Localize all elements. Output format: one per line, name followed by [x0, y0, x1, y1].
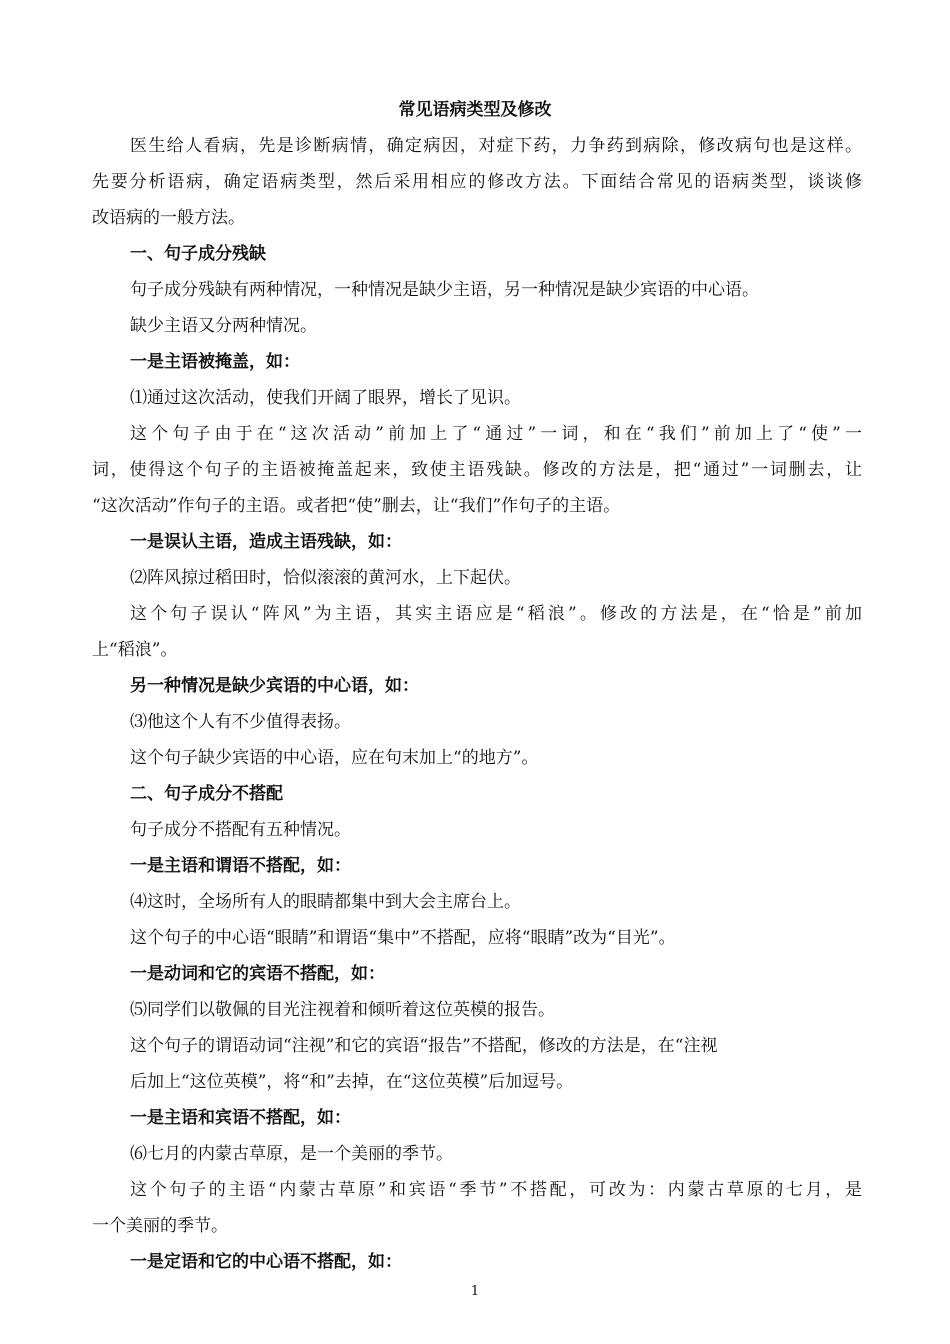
example-1: ⑴通过这次活动，使我们开阔了眼界，增长了见识。 [130, 388, 521, 408]
subheading-mistaken-subject: 一是误认主语，造成主语残缺，如： [130, 532, 402, 552]
page-number: 1 [470, 1284, 480, 1299]
example-2-explanation-1: 这个句子误认“阵风”为主语，其实主语应是“稻浪”。修改的方法是，在“恰是”前加 [130, 604, 862, 624]
document-title: 常见语病类型及修改 [398, 100, 552, 120]
example-3-explanation: 这个句子缺少宾语的中心语，应在句末加上“的地方”。 [130, 748, 539, 768]
intro-line-3: 改语病的一般方法。 [92, 208, 245, 228]
example-5: ⑸同学们以敬佩的目光注视着和倾听着这位英模的报告。 [130, 1000, 555, 1020]
subheading-subject-object: 一是主语和宾语不搭配，如： [130, 1108, 351, 1128]
subheading-missing-object: 另一种情况是缺少宾语的中心语，如： [130, 676, 419, 696]
intro-line-1: 医生给人看病，先是诊断病情，确定病因，对症下药，力争药到病除，修改病句也是这样。 [130, 136, 862, 156]
section-2-heading: 二、句子成分不搭配 [130, 784, 283, 804]
section-1-paragraph-1: 句子成分残缺有两种情况，一种情况是缺少主语，另一种情况是缺少宾语的中心语。 [130, 280, 759, 300]
section-2-paragraph-1: 句子成分不搭配有五种情况。 [130, 820, 351, 840]
example-6-explanation-1: 这个句子的主语“内蒙古草原”和宾语“季节”不搭配，可改为：内蒙古草原的七月，是 [130, 1180, 862, 1200]
example-2: ⑵阵风掠过稻田时，恰似滚滚的黄河水，上下起伏。 [130, 568, 521, 588]
example-3: ⑶他这个人有不少值得表扬。 [130, 712, 351, 732]
example-1-explanation-1: 这个句子由于在“这次活动”前加上了“通过”一词，和在“我们”前加上了“使”一 [130, 424, 862, 444]
example-4: ⑷这时，全场所有人的眼睛都集中到大会主席台上。 [130, 892, 521, 912]
example-6: ⑹七月的内蒙古草原，是一个美丽的季节。 [130, 1144, 453, 1164]
section-1-paragraph-2: 缺少主语又分两种情况。 [130, 316, 317, 336]
example-1-explanation-2: 词，使得这个句子的主语被掩盖起来，致使主语残缺。修改的方法是，把“通过”一词删去，让 [92, 460, 862, 480]
subheading-subject-hidden: 一是主语被掩盖，如： [130, 352, 300, 372]
example-4-explanation: 这个句子的中心语“眼睛”和谓语“集中”不搭配，应将“眼睛”改为“目光”。 [130, 928, 676, 948]
subheading-attribute-head: 一是定语和它的中心语不搭配，如： [130, 1252, 402, 1272]
section-1-heading: 一、句子成分残缺 [130, 244, 266, 264]
example-5-explanation-2: 后加上“这位英模”，将“和”去掉，在“这位英模”后加逗号。 [130, 1072, 574, 1092]
example-1-explanation-3: “这次活动”作句子的主语。或者把“使”删去，让“我们”作句子的主语。 [92, 496, 621, 516]
intro-line-2: 先要分析语病，确定语病类型，然后采用相应的修改方法。下面结合常见的语病类型，谈谈修 [92, 172, 862, 192]
example-6-explanation-2: 一个美丽的季节。 [92, 1216, 228, 1236]
example-2-explanation-2: 上“稻浪”。 [92, 640, 178, 660]
subheading-verb-object: 一是动词和它的宾语不搭配，如： [130, 964, 385, 984]
example-5-explanation-1: 这个句子的谓语动词“注视”和它的宾语“报告”不搭配，修改的方法是，在“注视 [130, 1036, 718, 1056]
subheading-subject-predicate: 一是主语和谓语不搭配，如： [130, 856, 351, 876]
